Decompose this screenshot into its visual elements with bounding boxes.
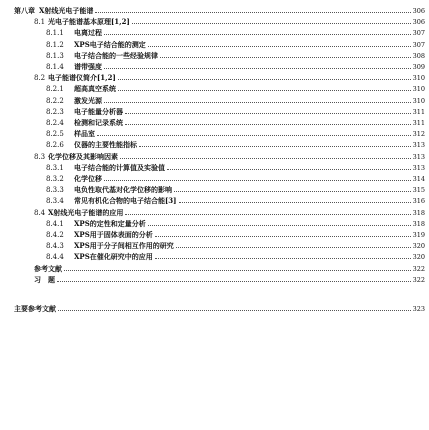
toc-entry (34, 150, 425, 161)
dot-leader (118, 90, 411, 91)
toc-entry-page: 313 (412, 163, 425, 172)
dot-leader (120, 158, 411, 159)
toc-entry-title: X射线光电子能谱 (39, 6, 94, 15)
dot-leader (104, 68, 411, 69)
toc-entry (34, 273, 425, 284)
toc-entry-number: 8.2 (34, 74, 46, 83)
toc-entry (46, 105, 425, 116)
toc-entry-title: 参考文献 (34, 263, 62, 273)
toc-entry-title: 化学位移 (74, 174, 102, 183)
toc-entry-number: 8.1 (34, 18, 46, 27)
toc-entry (46, 239, 425, 250)
toc-entry-number: 8.1.1 (46, 29, 64, 38)
toc-entry-number: 8.3.4 (46, 197, 64, 206)
dot-leader (167, 169, 411, 170)
toc-entry-title: 激发光源 (74, 95, 102, 105)
toc-entry (46, 183, 425, 194)
toc-entry-number: 8.2.5 (46, 130, 64, 139)
toc-entry-page: 308 (412, 51, 425, 60)
toc-entry-title: 习 题 (34, 274, 55, 284)
toc-entry-page: 310 (412, 96, 425, 105)
toc-entry-title: 光电子能谱基本原理[1,2] (48, 17, 130, 27)
toc-entry-title: 化学位移及其影响因素 (48, 151, 118, 161)
dot-leader (179, 202, 411, 203)
toc-entry-page: 307 (412, 29, 425, 38)
toc-entry-number: 8.2.2 (46, 96, 64, 105)
toc-entry-number: 8.4.1 (46, 219, 64, 228)
dot-leader (125, 214, 410, 215)
toc-entry (46, 60, 425, 71)
toc-entry-title: 谱带强度 (74, 62, 102, 71)
toc-entry-title: 电子能量分析器 (74, 106, 123, 116)
toc-entry-number: 8.3.1 (46, 163, 64, 172)
toc-entry (46, 217, 425, 228)
toc-entry-title: XPS用于固体表面的分析 (74, 230, 153, 239)
dot-leader (64, 270, 411, 271)
toc-entry-page: 306 (412, 18, 425, 27)
toc-entry (46, 138, 425, 149)
toc-entry-number: 8.2.1 (46, 85, 64, 94)
toc-entry (46, 172, 425, 183)
dot-leader (104, 34, 411, 35)
toc-entry-title: 常见有机化合物的电子结合能[3] (74, 196, 177, 206)
toc-entry-title: 电离过程 (74, 28, 102, 38)
toc-entry-title: 检测和记录系统 (74, 118, 123, 127)
toc-entry-title: 电子结合能的一些经验规律 (74, 50, 158, 60)
dot-leader (104, 180, 411, 181)
toc-entry-title: 主要参考文献 (14, 304, 56, 313)
toc-entry-number: 8.3.3 (46, 186, 64, 195)
dot-leader (155, 258, 411, 259)
toc-entry-title: XPS在催化研究中的应用 (74, 252, 153, 262)
toc-entry-page: 318 (412, 208, 425, 217)
toc-entry-page: 307 (412, 40, 425, 49)
toc-entry (34, 262, 425, 273)
toc-entry-page: 320 (412, 253, 425, 262)
dot-leader (57, 281, 411, 282)
toc-entry-title: X射线光电子能谱的应用 (48, 207, 124, 217)
toc-entry (46, 38, 425, 49)
dot-leader (118, 79, 411, 80)
toc-entry-page: 320 (412, 242, 425, 251)
toc-entry-number: 第八章 (14, 6, 35, 15)
toc-entry-number: 8.4.4 (46, 253, 64, 262)
toc-entry-number: 8.2.4 (46, 119, 64, 127)
dot-leader (176, 247, 411, 248)
dot-leader (104, 102, 411, 103)
toc-entry-title: 电子结合能的计算值及实验值 (74, 162, 165, 172)
dot-leader (174, 191, 411, 192)
toc-entry-title: XPS用于分子间相互作用的研究 (74, 241, 174, 251)
dot-leader (155, 236, 411, 237)
dot-leader (160, 57, 411, 58)
toc-entry-page: 310 (412, 85, 425, 94)
toc-entry-page: 322 (412, 264, 425, 273)
toc-entry-page: 313 (412, 152, 425, 161)
dot-leader (125, 124, 411, 125)
toc-entry-title: 电负性取代基对化学位移的影响 (74, 185, 172, 195)
toc-entry-page: 316 (412, 197, 425, 206)
toc-entry (46, 194, 425, 205)
toc-entry-title: 仪器的主要性能指标 (74, 140, 137, 150)
toc-entry (34, 15, 425, 26)
toc-entry-number: 8.4.2 (46, 231, 64, 239)
toc-entry-number: 8.3 (34, 152, 46, 161)
toc-entry-number: 8.1.2 (46, 40, 64, 49)
toc-entry-title: 样品室 (74, 129, 95, 139)
toc-entry (46, 26, 425, 37)
dot-leader (139, 146, 411, 147)
toc-entry (46, 228, 425, 239)
toc-entry-number: 8.2.6 (46, 141, 64, 150)
toc-entry-page: 312 (412, 130, 425, 139)
toc-entry (34, 71, 425, 82)
toc-entry-page: 318 (412, 219, 425, 228)
toc-entry-number: 8.4 (34, 208, 46, 217)
toc-entry-number: 8.1.4 (46, 63, 64, 71)
toc-entry-number: 8.2.3 (46, 107, 64, 116)
toc-entry (14, 302, 425, 313)
toc-entry-page: 322 (412, 275, 425, 284)
toc-entry (46, 127, 425, 138)
toc-entry-page: 319 (412, 231, 425, 239)
toc-entry (46, 116, 425, 127)
dot-leader (148, 225, 411, 226)
toc-entry (46, 161, 425, 172)
dot-leader (95, 12, 410, 13)
toc-entry (46, 49, 425, 60)
toc-entry (14, 4, 425, 15)
dot-leader (132, 23, 411, 24)
toc-entry-page: 311 (412, 119, 425, 127)
toc-entry-title: XPS的定性和定量分析 (74, 218, 146, 228)
toc-entry-title: XPS电子结合能的测定 (74, 39, 146, 49)
toc-entry (46, 94, 425, 105)
toc-entry-page: 310 (412, 74, 425, 83)
dot-leader (148, 46, 411, 47)
dot-leader (97, 135, 411, 136)
toc-entry-title: 超高真空系统 (74, 84, 116, 94)
toc-entry-page: 309 (412, 63, 425, 71)
dot-leader (58, 310, 411, 311)
toc-entry-number: 8.4.3 (46, 242, 64, 251)
toc-entry-number: 8.1.3 (46, 51, 64, 60)
toc-entry-page: 306 (412, 7, 425, 15)
toc-entry (34, 206, 425, 217)
toc-entry-page: 323 (412, 305, 425, 313)
toc-entry-number: 8.3.2 (46, 175, 64, 183)
toc-entry-title: 电子能谱仪简介[1,2] (48, 73, 116, 83)
toc-entry (46, 250, 425, 261)
toc-entry-page: 311 (412, 107, 425, 116)
dot-leader (125, 113, 411, 114)
toc-entry-page: 315 (412, 186, 425, 195)
toc-entry-page: 313 (412, 141, 425, 150)
toc-entry-page: 314 (412, 175, 425, 183)
toc-entry (46, 82, 425, 93)
